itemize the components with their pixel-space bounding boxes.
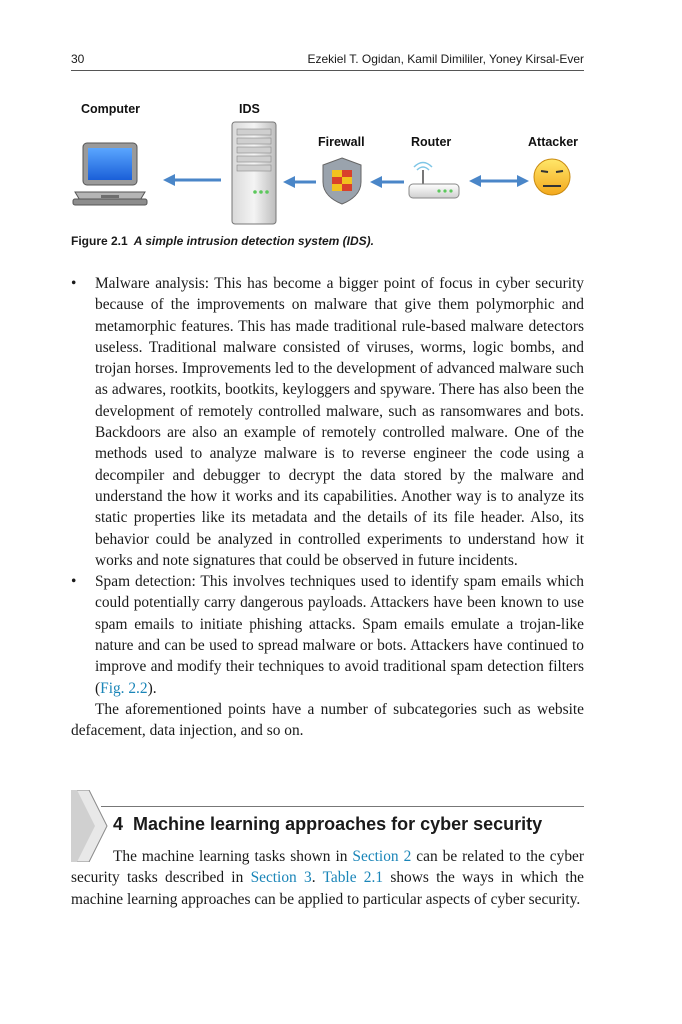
router-icon [409,163,459,199]
figure-caption-title: A simple intrusion detection system (IDS). [133,234,374,248]
laptop-icon [73,143,147,205]
para-text: . [311,869,323,887]
attacker-face-icon [534,159,570,195]
bullet-spam-detection [71,571,584,699]
arrow-router-attacker-bidirectional [469,175,529,187]
page-number: 30 [71,52,85,66]
section-3-link[interactable]: Section 3 [250,869,312,887]
label-attacker: Attacker [528,135,579,149]
bullet-text: Malware analysis: This has become a bigger point of focus in cyber security because of the improvements on malware that give them polymorphic and metamorphic features. This has made traditional rule-based malware detectors useless. Traditional malware consisted of viruses, worms, logic bombs, and trojan horses. Improvements led to the development of advanced malware such as adwares, rootkits, bootkits, keyloggers and spyware. There has also been the development of remotely controlled malware, such as ransomwares and bots. Backdoors are also an example of remotely controlled malware. One of the methods used to analyze malware is to reverse engineer the code using a decompiler and debugger to decrypt the data stored by the malware and understand the how it works and its capabilities. Another way is to analyze its static properties like its metadata and the details of its file header. Also, its behavior could be analyzed in controlled experiments to understand how it works and note signatures that could be observed in future incidents. [95,275,584,569]
section-2-link[interactable]: Section 2 [352,848,412,865]
arrow-ids-to-computer [163,174,221,186]
figure-link[interactable]: Fig. 2.2 [100,679,148,697]
figure-caption-label: Figure 2.1 [71,234,128,248]
bullet-text-after: ). [147,679,157,697]
section-title-text: Machine learning approaches for cyber security [133,814,543,834]
table-link[interactable]: Table 2.1 [322,869,384,887]
bullet-malware-analysis [71,273,584,571]
label-ids: IDS [239,102,260,116]
section-paragraph [71,846,584,910]
closing-paragraph: The aforementioned points have a number of subcategories such as website defacement, data injection, and so on. [71,700,584,740]
arrow-router-to-firewall [370,176,404,188]
bullet-dot: • [71,275,77,292]
running-header [71,52,584,71]
section-number: 4 [113,814,124,834]
figure-caption [71,234,374,248]
label-computer: Computer [81,102,141,116]
section-title [113,814,542,835]
label-firewall: Firewall [318,135,365,149]
para-text: The machine learning tasks shown in [113,848,353,865]
para-text: shows the ways in which the machine learning approaches can be applied to particular aspects of cyber security. [71,869,585,908]
body-text [71,273,584,742]
bullet-dot: • [71,573,77,591]
ids-server-icon [232,122,276,224]
header-authors: Ezekiel T. Ogidan, Kamil Dimililer, Yoney Kirsal-Ever [307,52,584,66]
bullet-text-before: Spam detection: This involves techniques used to identify spam emails which could potentially carry dangerous payloads. Attackers have been known to use spam emails to initiate phishing attacks. Spam emails emulate a trojan-like nature and can be used to spread malware or bots. Attackers have continued to improve and modify their techniques to avoid traditional spam detection filters ( [95,573,584,697]
label-router: Router [411,135,452,149]
firewall-shield-icon [323,158,361,204]
section-rule [101,806,584,807]
arrow-firewall-to-ids [283,176,316,188]
figure-ids-diagram [71,96,584,231]
para-text: can be related to the cyber security tasks described in [71,848,584,887]
